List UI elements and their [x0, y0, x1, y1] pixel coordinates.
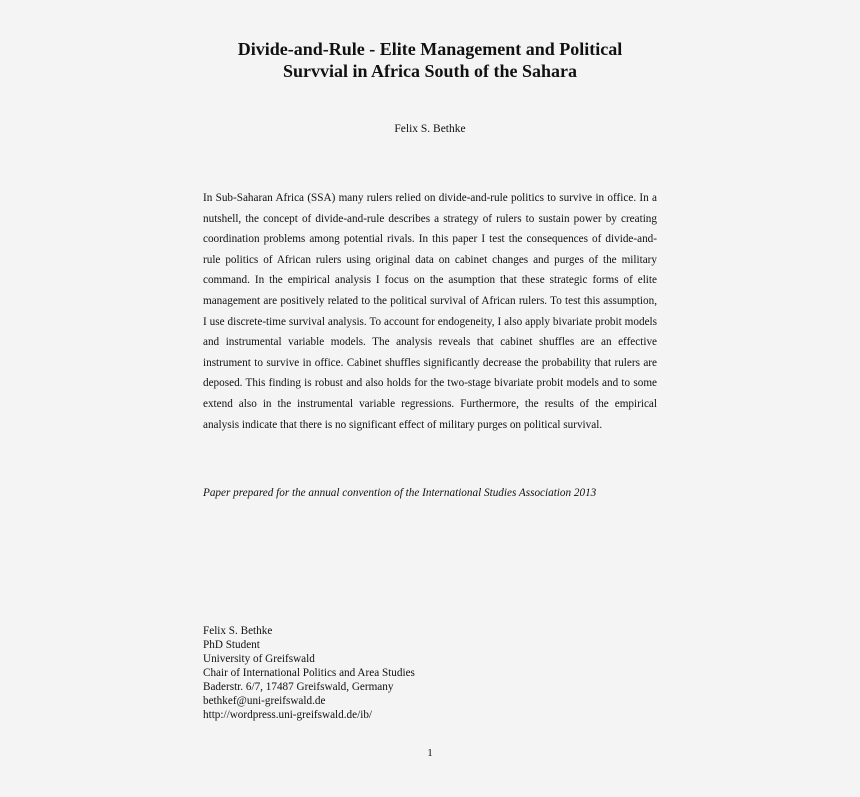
conference-note: Paper prepared for the annual convention of the International Studies Association 2013 [203, 487, 597, 499]
author-name: Felix S. Bethke [394, 123, 466, 135]
paper-title [150, 38, 710, 82]
page-number: 1 [427, 747, 433, 759]
contact-email: bethkef@uni-greifswald.de [203, 695, 326, 707]
contact-block [203, 624, 563, 722]
title-line-1: Divide-and-Rule - Elite Management and Political [237, 39, 623, 59]
contact-chair: Chair of International Politics and Area Studies [203, 667, 415, 679]
title-line-2: Survvial in Africa South of the Sahara [282, 61, 578, 81]
contact-university: University of Greifswald [203, 653, 315, 665]
contact-website: http://wordpress.uni-greifswald.de/ib/ [203, 709, 373, 721]
contact-address: Baderstr. 6/7, 17487 Greifswald, Germany [203, 681, 394, 693]
abstract-text: In Sub-Saharan Africa (SSA) many rulers relied on divide-and-rule politics to survive in office. In a nutshell, the concept of divide-and-rule describes a strategy of rulers to sustain power by creating coordination problems among potential rivals. In this paper I test the consequences of divide-and-rule politics of African rulers using original data on cabinet changes and purges of the military command. In the empirical analysis I focus on the asumption that these strategic forms of elite management are positively related to the political survival of African rulers. To test this assumption, I use discrete-time survival analysis. To account for endogeneity, I also apply bivariate probit models and instrumental variable models. The analysis reveals that cabinet shuffles are an effective instrument to survive in office. Cabinet shuffles significantly decrease the probability that rulers are deposed. This finding is robust and also holds for the two-stage bivariate probit models and to some extend also in the instrumental variable regressions. Furthermore, the results of the empirical analysis indicate that there is no significant effect of military purges on political survival. [203, 192, 657, 431]
contact-name: Felix S. Bethke [203, 625, 273, 637]
contact-position: PhD Student [203, 639, 260, 651]
